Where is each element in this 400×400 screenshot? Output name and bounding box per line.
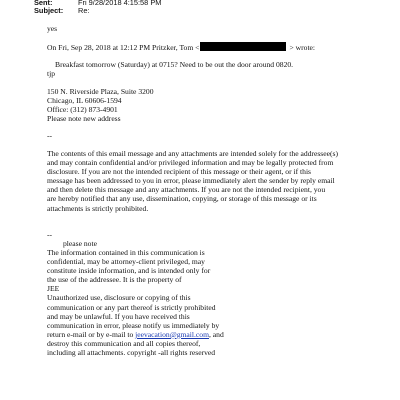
notice-email-line: [47, 330, 224, 339]
notice-line: communication in error, please notify us immediately by: [47, 320, 220, 330]
sent-label: Sent:: [34, 0, 53, 7]
attribution-suffix: > wrote:: [289, 43, 316, 52]
attribution-prefix: On Fri, Sep 28, 2018 at 12:12 PM Pritzker, Tom <: [47, 43, 200, 52]
notice-line: JEE: [47, 284, 60, 294]
subject-row: [34, 7, 90, 15]
quote-attribution: [47, 42, 315, 52]
email-suffix: , and: [208, 329, 224, 339]
disclaimer-line: The contents of this email message and any attachments are intended solely for the addressee(s): [47, 149, 338, 158]
disclaimer-line: attachments is strictly prohibited.: [47, 203, 149, 213]
quoted-message: Breakfast tomorrow (Saturday) at 0715? Need to be out the door around 0820.: [55, 60, 294, 69]
signature-address2: Chicago, IL 60606-1594: [47, 96, 122, 106]
notice-line: The information contained in this communication is: [47, 248, 205, 257]
disclaimer-line: and may contain confidential and/or privileged information and may be legally protected from: [47, 158, 334, 168]
notice-line: destroy this communication and all copies thereof,: [47, 338, 201, 348]
signature-note: Please note new address: [47, 114, 121, 124]
notice-line: constitute inside information, and is intended only for: [47, 266, 211, 276]
reply-text: yes: [47, 24, 58, 33]
disclaimer-paragraph: [47, 149, 338, 213]
disclaimer-line: message has been addressed to you in error, please immediately alert the sender by reply email: [47, 176, 335, 186]
notice-line: and may be unlawful. If you have received this: [47, 311, 190, 321]
disclaimer-line: and then delete this message and any attachments. If you are not the intended recipient, you: [47, 185, 326, 195]
separator: --: [47, 230, 53, 239]
email-prefix: return e-mail or by e-mail to: [47, 329, 136, 339]
disclaimer-line: are hereby notified that any use, dissemination, copying, or storage of this message or its: [47, 194, 317, 204]
signature-address1: 150 N. Riverside Plaza, Suite 3200: [47, 87, 154, 96]
signature-office: Office: (312) 873-4901: [47, 105, 118, 115]
confidentiality-notice: [47, 248, 224, 357]
notice-line: including all attachments. copyright -all rights reserved: [47, 348, 216, 358]
sent-value: Fri 9/28/2018 4:15:58 PM: [78, 0, 162, 7]
confidentiality-heading: please note: [63, 239, 97, 248]
notice-line: confidential, may be attorney-client privileged, may: [47, 257, 205, 267]
separator: --: [47, 131, 53, 140]
quoted-initials: tjp: [47, 69, 56, 78]
signature-block: [47, 87, 154, 123]
email-link[interactable]: jeevacation@gmail.com: [135, 329, 209, 339]
notice-line: Unauthorized use, disclosure or copying of this: [47, 293, 191, 303]
notice-line: communication or any part thereof is strictly prohibited: [47, 302, 216, 312]
disclaimer-line: disclosure. If you are not the intended recipient of this message or their agent, or if this: [47, 167, 312, 177]
subject-value: Re:: [78, 6, 90, 15]
subject-label: Subject:: [34, 6, 64, 15]
redaction-block: [200, 42, 286, 51]
notice-line: the use of the addressee. It is the property of: [47, 275, 182, 285]
